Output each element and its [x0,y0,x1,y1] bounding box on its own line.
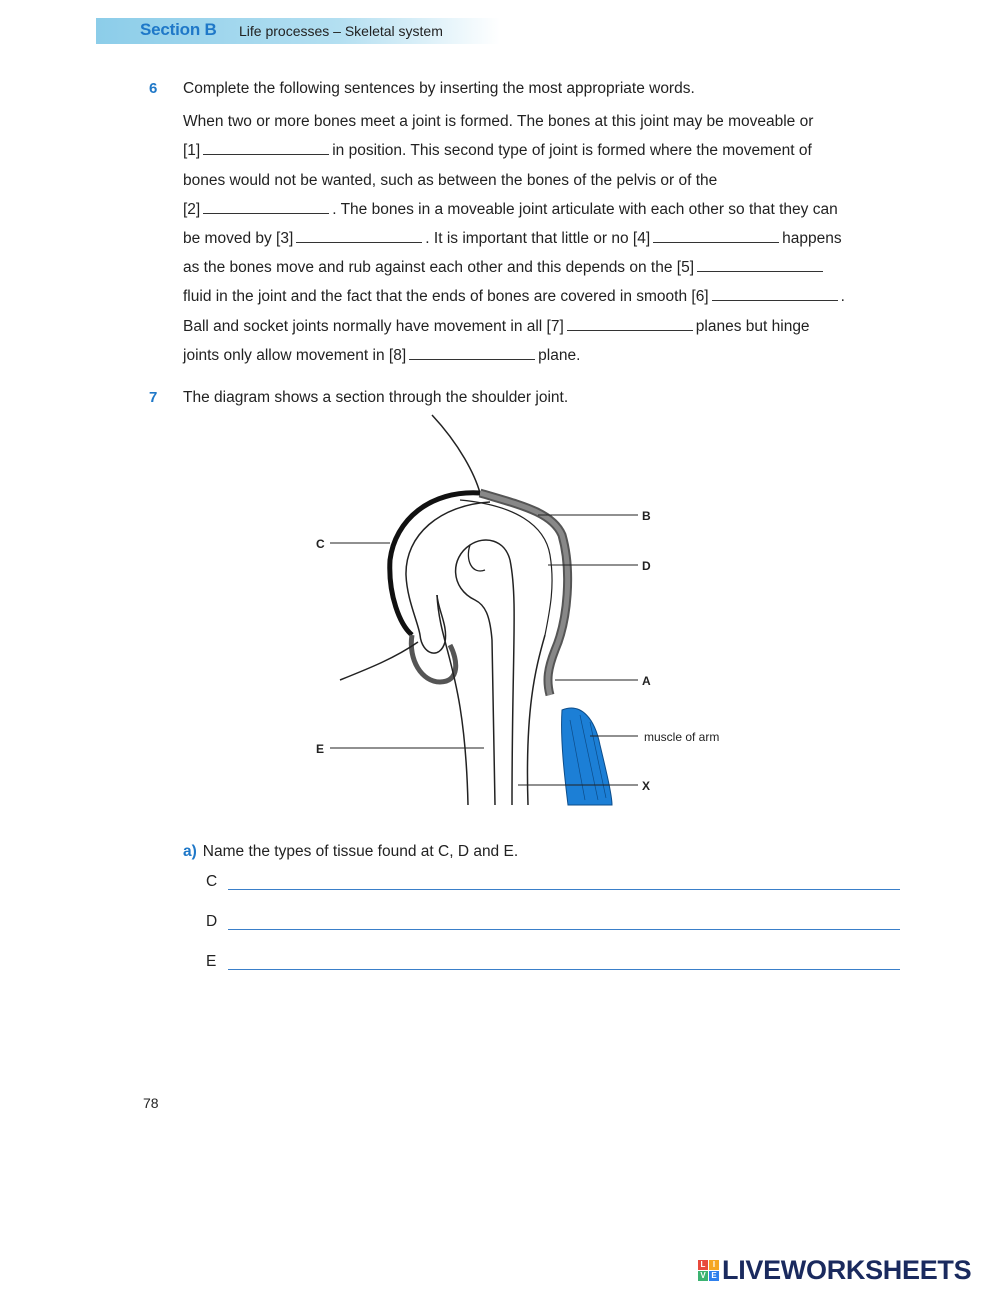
question-6-text: . [840,288,845,305]
header-section: Section B [140,20,217,39]
fill-in-blank[interactable] [653,230,779,243]
fill-in-blank[interactable] [203,142,329,155]
question-6-line [183,288,845,308]
fill-in-blank[interactable] [203,201,329,214]
answer-letter-d: D [206,913,218,930]
marrow-cavity [456,540,510,805]
question-6-line [183,113,813,133]
question-6-number: 6 [149,80,158,97]
logo-grid-letter: I [709,1260,719,1270]
question-6-text: [1] [183,142,201,159]
question-6-line [183,201,838,221]
question-6-text: joints only allow movement in [8] [183,347,407,364]
humerus-shaft-mid [510,560,514,805]
question-6-text: be moved by [3] [183,230,294,247]
answer-letter-e: E [206,953,217,970]
question-6-text: Ball and socket joints normally have movement in all [7] [183,318,564,335]
answer-input-c[interactable] [228,889,900,890]
answer-row-c [206,873,906,895]
fill-in-blank[interactable] [567,318,693,331]
question-6-text: . It is important that little or no [4] [425,230,651,247]
logo-grid-letter: V [698,1271,708,1281]
question-6-text: plane. [538,347,581,364]
label-c: C [316,537,325,551]
humerus-head-outer [406,502,490,653]
question-6-text: . The bones in a moveable joint articulate with each other so that they can [332,201,838,218]
answer-input-d[interactable] [228,929,900,930]
answer-row-d [206,913,906,935]
fill-in-blank[interactable] [697,259,823,272]
shoulder-joint-diagram [300,410,760,810]
label-x: X [642,779,651,793]
label-d: D [642,559,651,573]
question-7-prompt: The diagram shows a section through the shoulder joint. [183,389,569,406]
liveworksheets-logo [698,1254,971,1286]
question-6-prompt: Complete the following sentences by inserting the most appropriate words. [183,80,695,97]
header-title: Life processes – Skeletal system [239,23,443,39]
question-6-line [183,172,717,192]
cartilage-c [390,493,480,635]
question-6-line [183,142,812,162]
question-6-line [183,318,810,338]
scapula-edge [432,415,480,493]
question-6-text: bones would not be wanted, such as between the bones of the pelvis or of the [183,172,718,189]
capsule-line-d [460,500,552,635]
fill-in-blank[interactable] [712,288,838,301]
humerus-shaft-right [527,635,545,805]
shoulder-joint-svg [300,410,760,810]
question-6-text: happens [782,230,842,247]
question-6-line [183,230,842,250]
question-6-text: When two or more bones meet a joint is formed. The bones at this joint may be moveable or [183,113,814,130]
question-6-line [183,347,580,367]
logo-grid-icon [698,1260,719,1281]
fill-in-blank[interactable] [296,230,422,243]
label-muscle-of-arm: muscle of arm [644,730,720,744]
question-6-line [183,259,826,279]
part-a-mark: a) [183,843,197,860]
question-6-text: in position. This second type of joint is formed where the movement of [332,142,812,159]
logo-grid-letter: E [709,1271,719,1281]
logo-grid-letter: L [698,1260,708,1270]
label-e: E [316,742,325,756]
label-b: B [642,509,651,523]
question-6-text: fluid in the joint and the fact that the ends of bones are covered in smooth [6] [183,288,709,305]
question-6-text: [2] [183,201,201,218]
label-a: A [642,674,651,688]
page-number: 78 [143,1095,159,1111]
question-6-text: as the bones move and rub against each other and this depends on the [5] [183,259,695,276]
question-7-number: 7 [149,389,158,406]
part-a-question [183,843,518,861]
question-6-text: planes but hinge [695,318,810,335]
answer-input-e[interactable] [228,969,900,970]
part-a-text: Name the types of tissue found at C, D and E. [202,843,519,860]
logo-text: LIVEWORKSHEETS [722,1254,972,1285]
scapula-lower-edge [340,642,418,680]
answer-letter-c: C [206,873,218,890]
answer-row-e [206,953,906,975]
humerus-shaft-left [437,595,468,805]
fill-in-blank[interactable] [409,347,535,360]
